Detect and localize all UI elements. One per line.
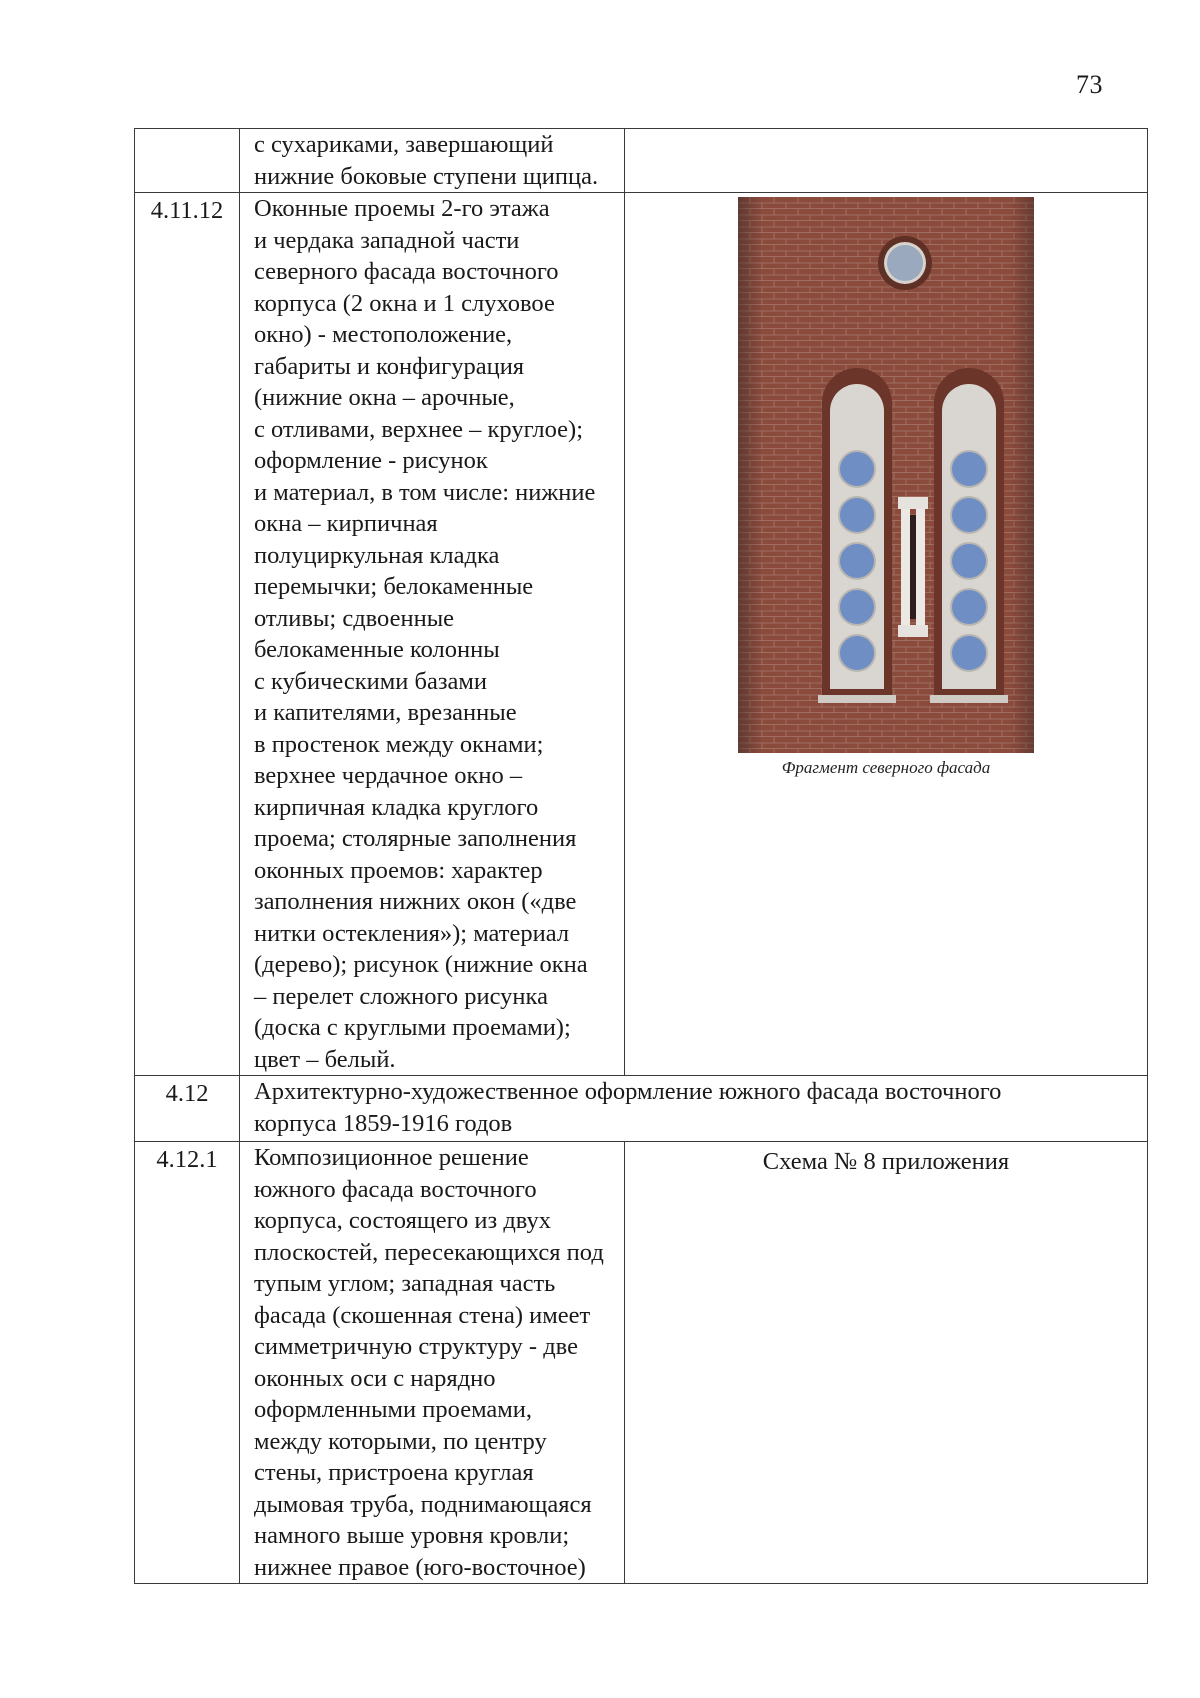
text-line: окна – кирпичная (254, 510, 438, 537)
text-line: окно) - местоположение, (254, 321, 513, 348)
text-line: между которыми, по центру (254, 1427, 547, 1455)
text-line: кирпичная кладка круглого (254, 793, 539, 821)
text-line: с кубическими базами (254, 667, 488, 695)
text-line: намного выше уровня кровли; (254, 1522, 570, 1549)
item-number: 4.12.1 (135, 1142, 240, 1584)
item-description (240, 1142, 625, 1584)
page-number: 73 (1076, 70, 1103, 99)
text-line: южного фасада восточного (254, 1175, 537, 1203)
item-illustration (625, 193, 1148, 1076)
item-description (240, 129, 625, 193)
north-facade-photo (738, 197, 1034, 753)
text-line: полуциркульная кладка (254, 541, 500, 569)
item-description (240, 193, 625, 1076)
text-line: Оконные проемы 2-го этажа (254, 195, 550, 222)
text-line: корпуса (2 окна и 1 слуховое (254, 289, 555, 317)
table-row (135, 1142, 1148, 1584)
text-line: дымовая труба, поднимающаяся (254, 1490, 592, 1518)
text-line: верхнее чердачное окно – (254, 762, 523, 789)
text-line: с отливами, верхнее – круглое); (254, 415, 584, 443)
item-illustration (625, 129, 1148, 193)
text-line: (нижние окна – арочные, (254, 384, 515, 411)
photo-caption: Фрагмент северного фасада (781, 758, 991, 777)
text-line: (дерево); рисунок (нижние окна (254, 951, 588, 978)
scheme-reference: Схема № 8 приложения (762, 1148, 1010, 1175)
text-line: оконных проемов: характер (254, 856, 543, 884)
text-line: с сухариками, завершающий (254, 131, 554, 158)
text-line: габариты и конфигурация (254, 352, 525, 380)
text-line: плоскостей, пересекающихся под (254, 1238, 604, 1266)
table-row (135, 1076, 1148, 1142)
text-line: – перелет сложного рисунка (254, 982, 548, 1010)
text-line: перемычки; белокаменные (254, 573, 534, 600)
table-row (135, 129, 1148, 193)
text-line: симметричную структуру - две (254, 1333, 578, 1360)
text-line: и капителями, врезанные (254, 699, 517, 726)
text-line: оформление - рисунок (254, 447, 488, 474)
text-line: оконных оси с нарядно (254, 1364, 496, 1392)
item-number: 4.11.12 (135, 193, 240, 1076)
text-line: цвет – белый. (254, 1045, 396, 1073)
text-line: заполнения нижних окон («две (254, 888, 577, 915)
item-illustration (625, 1142, 1148, 1584)
text-line: отливы; сдвоенные (254, 604, 455, 632)
text-line: тупым углом; западная часть (254, 1270, 556, 1297)
text-line: Композиционное решение (254, 1144, 529, 1171)
text-line: корпуса, состоящего из двух (254, 1207, 552, 1234)
section-heading (240, 1076, 1148, 1142)
text-line: стены, пристроена круглая (254, 1459, 534, 1486)
item-number (135, 129, 240, 193)
text-line: оформленными проемами, (254, 1396, 533, 1423)
item-number: 4.12 (135, 1076, 240, 1142)
text-line: северного фасада восточного (254, 258, 559, 285)
text-line: нитки остекления»); материал (254, 919, 570, 947)
requirements-table (134, 128, 1148, 1584)
text-line: (доска с круглыми проемами); (254, 1014, 571, 1041)
text-line: в простенок между окнами; (254, 730, 544, 758)
text-line: белокаменные колонны (254, 636, 500, 663)
text-line: и материал, в том числе: нижние (254, 478, 596, 506)
text-line: нижнее правое (юго-восточное) (254, 1553, 586, 1581)
table-row (135, 193, 1148, 1076)
text-line: Архитектурно-художественное оформление южного фасада восточного (254, 1078, 1002, 1105)
text-line: проема; столярные заполнения (254, 825, 577, 852)
text-line: корпуса 1859-1916 годов (254, 1109, 513, 1137)
text-line: нижние боковые ступени щипца. (254, 162, 599, 190)
text-line: фасада (скошенная стена) имеет (254, 1301, 591, 1329)
text-line: и чердака западной части (254, 226, 520, 254)
